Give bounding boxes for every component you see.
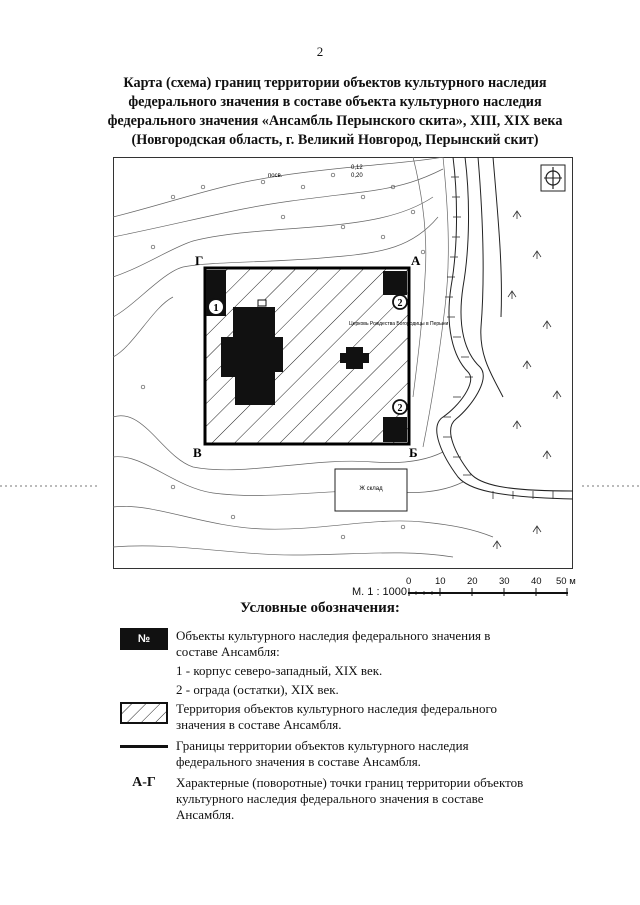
scale-tick-label: 20	[467, 576, 478, 587]
legend-points-text: Характерные (поворотные) точки границ территории объектов культурного наследия федерального значения в составе Ансамбля.	[176, 775, 524, 822]
corner-point-g: Г	[195, 253, 204, 268]
title-line: федерального значения «Ансамбль Перынского скита», XIII, XIX века	[107, 113, 563, 129]
legend-boundary	[120, 738, 540, 772]
corner-point-v: В	[193, 445, 202, 460]
scale-tick-label: 40	[531, 576, 542, 587]
legend-objects	[120, 628, 540, 698]
object-2-top	[383, 271, 407, 295]
edge-marks-right	[582, 482, 640, 490]
corner-point-a: А	[411, 253, 421, 268]
legend-territory	[120, 701, 540, 735]
legend-object-symbol: №	[120, 628, 168, 650]
survey-label: посв.	[268, 173, 283, 179]
church-label: Церковь Рождества Богородицы в Перыни	[349, 321, 449, 327]
legend-points	[120, 775, 540, 825]
map-scheme	[113, 157, 573, 569]
object-2-bottom	[383, 417, 407, 442]
legend-boundary-text: Границы территории объектов культурного наследия федерального значения в составе Ансамбля.	[176, 738, 469, 769]
warehouse-label: Ж склад	[359, 486, 383, 492]
porch	[258, 300, 266, 306]
map-drawing	[113, 157, 573, 569]
title-line: федерального значения в составе объекта культурного наследия	[128, 94, 542, 110]
object-1-number: 1	[213, 302, 219, 314]
object-2-top-number: 2	[397, 298, 403, 309]
survey-label: 0,20	[351, 173, 363, 179]
legend-heading: Условные обозначения:	[240, 600, 400, 616]
scale-tick-label: 10	[435, 576, 446, 587]
document-title	[80, 74, 590, 150]
title-line: Карта (схема) границ территории объектов культурного наследия	[123, 75, 547, 91]
scale-tick-label: 0	[406, 576, 412, 587]
scale-bar	[408, 588, 568, 596]
corner-point-b: Б	[409, 445, 418, 460]
legend-territory-text: Территория объектов культурного наследия федерального значения в составе Ансамбля.	[176, 701, 497, 732]
scale-ratio: М. 1 : 1000	[352, 586, 408, 598]
legend-points-symbol: А-Г	[132, 775, 156, 790]
object-2-bottom-number: 2	[397, 403, 403, 414]
title-line: (Новгородская область, г. Великий Новгород, Перынский скит)	[131, 132, 539, 148]
scale-numbers	[406, 576, 576, 588]
legend-objects-text	[176, 628, 526, 698]
north-arrow-icon	[541, 165, 565, 191]
survey-label: 0,12	[351, 165, 363, 171]
legend-territory-symbol	[120, 701, 170, 725]
page-number: 2	[316, 44, 324, 59]
scale-tick-label: 30	[499, 576, 510, 587]
edge-marks-left	[0, 482, 100, 490]
legend-object-item: 2 - ограда (остатки), XIX век.	[176, 682, 339, 697]
scale-tick-label: 50 м	[556, 576, 576, 587]
legend-objects-description: Объекты культурного наследия федерального значения в составе Ансамбля:	[176, 628, 491, 659]
legend-boundary-symbol	[120, 745, 168, 748]
legend-object-item: 1 - корпус северо-западный, XIX век.	[176, 663, 383, 678]
